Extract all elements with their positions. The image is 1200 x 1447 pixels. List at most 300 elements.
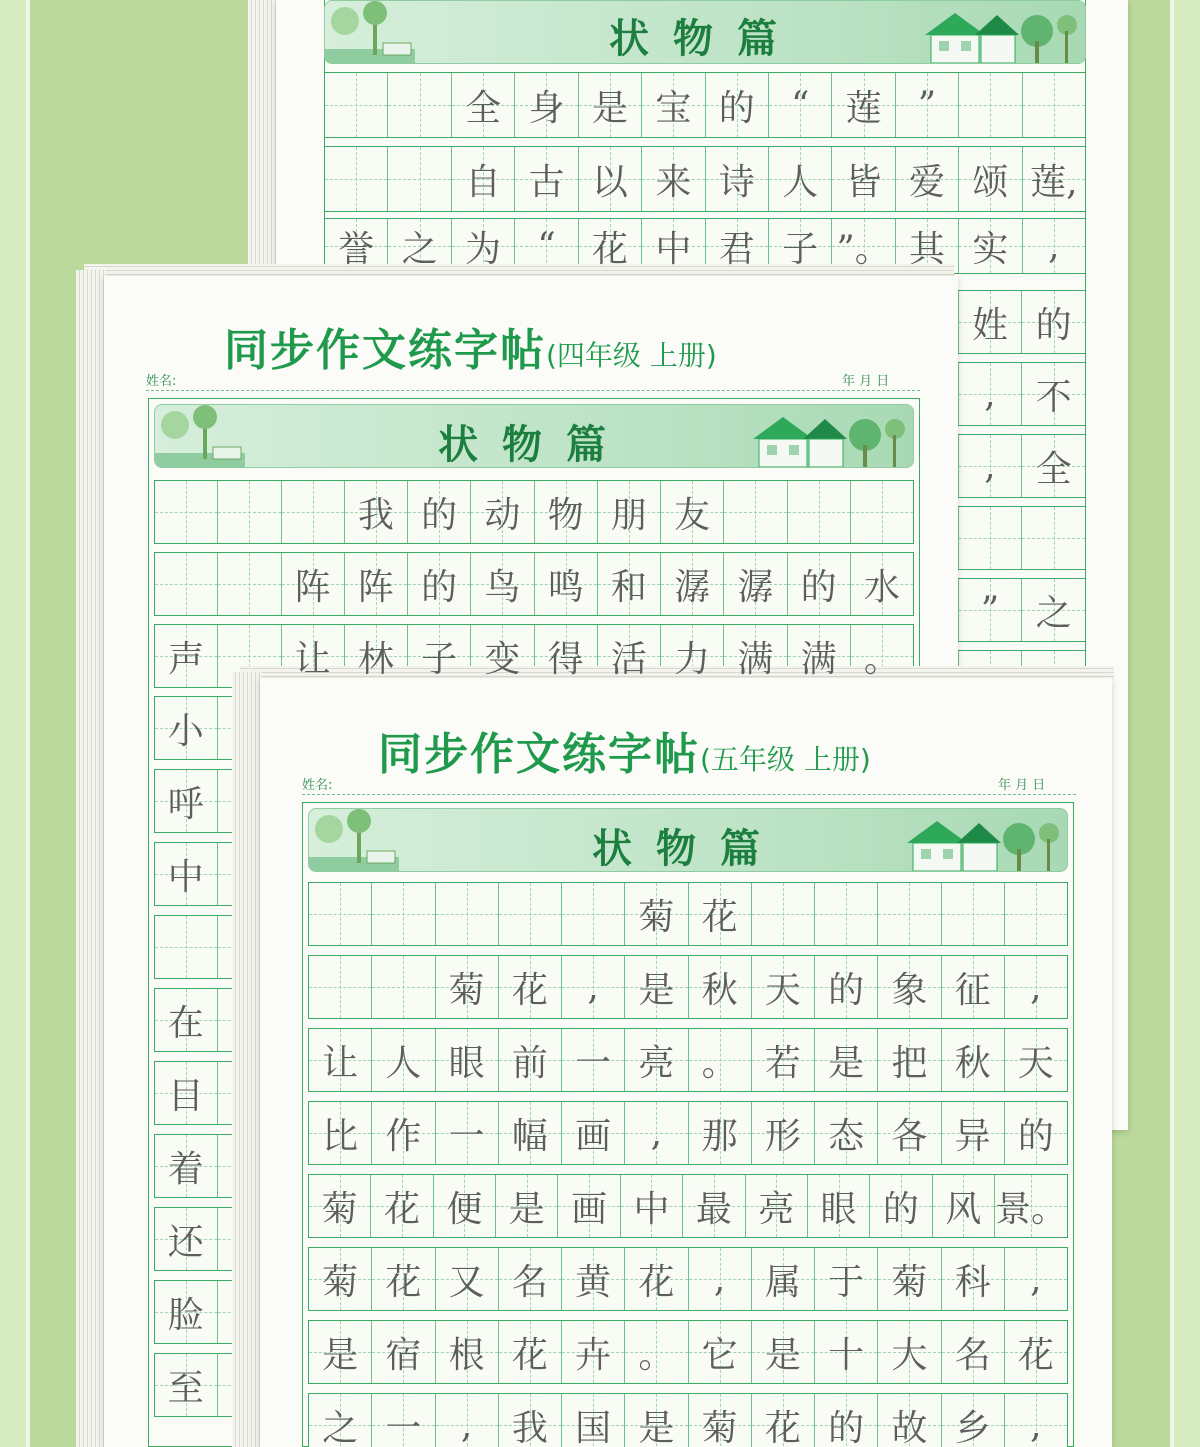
practice-cell: [995, 1175, 1067, 1237]
practice-cell: [562, 1394, 625, 1447]
practice-cell: [598, 481, 661, 543]
practice-character: 是: [508, 1188, 545, 1230]
practice-character: 花: [591, 228, 628, 270]
practice-cell: [1023, 147, 1085, 211]
practice-cell: [661, 553, 724, 615]
front-sheet-page-stack: [232, 672, 262, 1447]
practice-character: 花: [385, 1261, 422, 1303]
practice-cell: [309, 1248, 372, 1310]
practice-cell: [515, 73, 578, 137]
practice-character: “: [790, 84, 810, 126]
house-icon: [743, 405, 913, 468]
practice-cell: [372, 883, 435, 945]
practice-character: 变: [484, 638, 521, 680]
practice-character: 卉: [575, 1334, 612, 1376]
front-sheet-row: [308, 955, 1068, 1019]
practice-character: 来: [655, 161, 692, 203]
practice-cell: [155, 481, 218, 543]
practice-cell: [579, 147, 642, 211]
practice-character: 是: [322, 1334, 359, 1376]
practice-cell: [562, 956, 625, 1018]
practice-character: 花: [511, 969, 548, 1011]
practice-character: 君: [718, 228, 755, 270]
practice-cell: [1022, 435, 1085, 497]
practice-cell: [815, 1321, 878, 1383]
practice-character: 莲,: [1030, 161, 1078, 203]
front-sheet-row: [308, 1320, 1068, 1384]
practice-cell: [769, 73, 832, 137]
practice-cell: [942, 1394, 1005, 1447]
practice-cell: [1022, 363, 1085, 425]
practice-cell: [689, 1248, 752, 1310]
practice-character: 誉: [338, 228, 375, 270]
practice-character: 在: [167, 1002, 204, 1044]
practice-cell: [769, 147, 832, 211]
practice-cell: [388, 147, 451, 211]
practice-cell: [499, 1321, 562, 1383]
practice-cell: [325, 147, 388, 211]
practice-character: 的: [828, 1407, 865, 1447]
practice-cell: [408, 481, 471, 543]
practice-character: 宿: [385, 1334, 422, 1376]
practice-character: ,: [713, 1258, 726, 1300]
practice-cell: [625, 1029, 688, 1091]
practice-cell: [706, 147, 769, 211]
practice-character: 潺: [674, 566, 711, 608]
practice-character: 林: [357, 638, 394, 680]
practice-character: 把: [891, 1042, 928, 1084]
practice-cell: [752, 1248, 815, 1310]
practice-cell: [345, 553, 408, 615]
practice-cell: [959, 579, 1023, 641]
practice-cell: [345, 481, 408, 543]
practice-cell: [959, 363, 1023, 425]
practice-character: 古: [528, 161, 565, 203]
practice-cell: [752, 956, 815, 1018]
practice-character: 菊: [701, 1407, 738, 1447]
practice-cell: [959, 291, 1023, 353]
background-left-border: [0, 0, 26, 1447]
practice-cell: [851, 481, 913, 543]
practice-cell: [499, 956, 562, 1018]
practice-character: 国: [575, 1407, 612, 1447]
practice-cell: [218, 481, 281, 543]
practice-character: 于: [828, 1261, 865, 1303]
practice-cell: [372, 1248, 435, 1310]
back-sheet-banner-title: 状物篇: [609, 15, 801, 62]
background-right-border: [1174, 0, 1200, 1447]
practice-cell: [309, 1175, 371, 1237]
practice-character: 力: [674, 638, 711, 680]
practice-cell: [870, 1175, 932, 1237]
practice-character: 是: [764, 1334, 801, 1376]
practice-cell: [436, 1394, 499, 1447]
practice-cell: [959, 507, 1023, 569]
practice-character: ”: [980, 589, 1000, 631]
practice-cell: [808, 1175, 870, 1237]
practice-character: 菊: [321, 1188, 358, 1230]
practice-character: 花: [384, 1188, 421, 1230]
back-sheet-page-stack: [248, 0, 278, 270]
practice-character: 象: [891, 969, 928, 1011]
background-left-stripe: [26, 0, 30, 1447]
front-sheet-title: [378, 718, 871, 782]
practice-cell: [661, 481, 724, 543]
practice-cell: [562, 1321, 625, 1383]
practice-character: 若: [764, 1042, 801, 1084]
practice-character: 故: [891, 1407, 928, 1447]
practice-cell: [788, 553, 851, 615]
practice-character: 天: [1017, 1042, 1054, 1084]
practice-character: 作: [385, 1115, 422, 1157]
practice-character: 阵: [294, 566, 331, 608]
background-right-stripe: [1170, 0, 1174, 1447]
practice-cell: [309, 1102, 372, 1164]
practice-cell: [1005, 1248, 1067, 1310]
practice-character: ,: [460, 1404, 473, 1446]
practice-character: 至: [167, 1367, 204, 1409]
practice-cell: [1005, 1029, 1067, 1091]
practice-cell: [155, 697, 218, 759]
practice-character: 潺: [737, 566, 774, 608]
practice-cell: [1005, 1321, 1067, 1383]
practice-cell: [434, 1175, 496, 1237]
practice-cell: [942, 1321, 1005, 1383]
house-icon: [915, 1, 1085, 64]
practice-cell: [752, 1321, 815, 1383]
practice-character: 不: [1035, 376, 1072, 418]
practice-character: 姓: [972, 304, 1009, 346]
practice-character: 让: [294, 638, 331, 680]
front-sheet-row: [308, 1393, 1068, 1447]
practice-cell: [436, 1029, 499, 1091]
practice-character: 满: [800, 638, 837, 680]
practice-cell: [471, 553, 534, 615]
practice-character: 幅: [511, 1115, 548, 1157]
practice-cell: [752, 1029, 815, 1091]
practice-character: 全: [1035, 448, 1072, 490]
practice-cell: [1022, 291, 1085, 353]
practice-character: 十: [828, 1334, 865, 1376]
front-sheet-date-label: 年 月 日: [998, 778, 1046, 793]
practice-character: 的: [828, 969, 865, 1011]
practice-character: 名: [954, 1334, 991, 1376]
practice-cell: [959, 435, 1023, 497]
practice-character: ”。: [836, 228, 891, 270]
practice-cell: [815, 1248, 878, 1310]
practice-cell: [683, 1175, 745, 1237]
practice-cell: [1022, 579, 1085, 641]
practice-character: 黄: [575, 1261, 612, 1303]
middle-sheet-page-stack: [76, 270, 106, 1447]
practice-cell: [155, 1135, 218, 1197]
practice-character: 中: [655, 228, 692, 270]
practice-cell: [878, 1321, 941, 1383]
practice-cell: [408, 553, 471, 615]
practice-character: ,: [984, 373, 996, 415]
practice-cell: [155, 770, 218, 832]
practice-character: 阵: [357, 566, 394, 608]
practice-character: 。: [701, 1042, 738, 1084]
practice-character: 便: [446, 1188, 483, 1230]
practice-cell: [942, 956, 1005, 1018]
practice-cell: [896, 73, 959, 137]
practice-character: 属: [764, 1261, 801, 1303]
practice-cell: [1023, 73, 1085, 137]
practice-cell: [499, 1248, 562, 1310]
practice-cell: [832, 73, 895, 137]
practice-cell: [1023, 219, 1085, 273]
practice-cell: [689, 956, 752, 1018]
practice-character: 鸟: [484, 566, 521, 608]
middle-sheet-title-text: 同步作文练字帖: [224, 325, 546, 376]
practice-cell: [689, 1321, 752, 1383]
practice-character: 得: [547, 638, 584, 680]
practice-character: 着: [167, 1148, 204, 1190]
practice-character: 的: [1017, 1115, 1054, 1157]
practice-cell: [642, 73, 705, 137]
practice-cell: [562, 1102, 625, 1164]
front-sheet: [260, 678, 1112, 1447]
practice-cell: [815, 1029, 878, 1091]
practice-character: 天: [764, 969, 801, 1011]
practice-character: 花: [701, 896, 738, 938]
practice-character: 花: [511, 1334, 548, 1376]
front-sheet-header-line: [302, 794, 1076, 795]
practice-cell: [815, 1102, 878, 1164]
practice-cell: [515, 147, 578, 211]
practice-character: 目: [167, 1075, 204, 1117]
practice-character: 花: [764, 1407, 801, 1447]
front-sheet-row: [308, 1174, 1068, 1238]
practice-cell: [155, 843, 218, 905]
practice-character: 友: [674, 494, 711, 536]
practice-cell: [625, 1394, 688, 1447]
practice-character: 小: [167, 710, 204, 752]
practice-cell: [959, 73, 1022, 137]
practice-character: 还: [167, 1221, 204, 1263]
practice-character: 莲: [845, 87, 882, 129]
practice-character: 的: [800, 566, 837, 608]
practice-character: 的: [421, 494, 458, 536]
practice-character: 大: [891, 1334, 928, 1376]
practice-cell: [155, 553, 218, 615]
practice-character: 物: [547, 494, 584, 536]
practice-cell: [625, 956, 688, 1018]
practice-cell: [499, 883, 562, 945]
practice-cell: [851, 553, 913, 615]
practice-cell: [832, 147, 895, 211]
middle-sheet-date-label: 年 月 日: [842, 374, 890, 389]
practice-character: 亮: [638, 1042, 675, 1084]
practice-cell: [436, 1102, 499, 1164]
practice-cell: [942, 1102, 1005, 1164]
practice-character: 之: [322, 1407, 359, 1447]
practice-cell: [625, 1102, 688, 1164]
practice-cell: [752, 1102, 815, 1164]
practice-cell: [689, 1029, 752, 1091]
practice-cell: [878, 883, 941, 945]
back-sheet-banner: [324, 0, 1086, 64]
practice-cell: [282, 481, 345, 543]
practice-character: ,: [1030, 1258, 1042, 1300]
practice-cell: [625, 1248, 688, 1310]
practice-character: ,: [587, 966, 599, 1008]
practice-cell: [496, 1175, 558, 1237]
practice-cell: [372, 1102, 435, 1164]
practice-cell: [815, 956, 878, 1018]
front-sheet-banner-title: 状物篇: [592, 825, 784, 872]
practice-cell: [959, 219, 1022, 273]
practice-character: 画: [571, 1188, 608, 1230]
practice-character: 的: [718, 87, 755, 129]
front-sheet-row: [308, 1101, 1068, 1165]
practice-character: 的: [1035, 304, 1072, 346]
practice-character: 全: [465, 87, 502, 129]
practice-character: 中: [633, 1188, 670, 1230]
practice-cell: [155, 625, 218, 687]
practice-character: 花: [1017, 1334, 1054, 1376]
practice-character: 是: [638, 1407, 675, 1447]
practice-character: 身: [528, 87, 565, 129]
practice-character: 那: [701, 1115, 738, 1157]
practice-cell: [598, 553, 661, 615]
practice-character: ,: [1030, 1404, 1042, 1446]
practice-cell: [499, 1102, 562, 1164]
practice-cell: [625, 1321, 688, 1383]
practice-character: 科: [954, 1261, 991, 1303]
practice-character: 之: [1035, 592, 1072, 634]
practice-cell: [689, 1394, 752, 1447]
practice-cell: [642, 147, 705, 211]
practice-cell: [562, 1029, 625, 1091]
practice-cell: [535, 481, 598, 543]
practice-cell: [436, 1321, 499, 1383]
practice-cell: [309, 1394, 372, 1447]
practice-cell: [625, 883, 688, 945]
practice-character: 眼: [820, 1188, 857, 1230]
practice-character: 景。: [994, 1188, 1067, 1230]
practice-cell: [942, 883, 1005, 945]
practice-cell: [372, 1321, 435, 1383]
practice-character: 是: [638, 969, 675, 1011]
practice-cell: [309, 1321, 372, 1383]
practice-cell: [724, 553, 787, 615]
practice-character: 脸: [167, 1294, 204, 1336]
practice-cell: [933, 1175, 995, 1237]
practice-cell: [452, 73, 515, 137]
front-sheet-name-label: 姓名:: [302, 778, 333, 793]
practice-cell: [155, 916, 218, 978]
practice-character: 呼: [167, 783, 204, 825]
front-sheet-banner: [308, 808, 1068, 872]
middle-sheet-name-label: 姓名:: [146, 374, 177, 389]
practice-character: 诗: [718, 161, 755, 203]
practice-cell: [959, 147, 1022, 211]
practice-cell: [155, 989, 218, 1051]
practice-character: ,: [650, 1112, 663, 1154]
practice-character: 一: [448, 1115, 485, 1157]
practice-cell: [752, 883, 815, 945]
practice-character: 态: [828, 1115, 865, 1157]
practice-character: 宝: [655, 87, 692, 129]
practice-character: 眼: [448, 1042, 485, 1084]
practice-character: 声: [168, 638, 205, 680]
practice-cell: [1005, 1394, 1067, 1447]
middle-sheet-row-2: [154, 552, 914, 616]
practice-cell: [436, 883, 499, 945]
practice-cell: [372, 1029, 435, 1091]
practice-character: 让: [322, 1042, 359, 1084]
practice-cell: [499, 1394, 562, 1447]
practice-character: 一: [575, 1042, 612, 1084]
practice-character: 秋: [701, 969, 738, 1011]
practice-cell: [562, 883, 625, 945]
practice-cell: [815, 1394, 878, 1447]
practice-cell: [558, 1175, 620, 1237]
practice-character: 为: [465, 228, 502, 270]
practice-character: 皆: [845, 161, 882, 203]
practice-cell: [724, 481, 787, 543]
front-sheet-title-text: 同步作文练字帖: [378, 729, 700, 780]
front-sheet-grade: (五年级 上册): [700, 743, 871, 776]
practice-character: 自: [465, 161, 502, 203]
practice-cell: [621, 1175, 683, 1237]
practice-character: 以: [591, 161, 628, 203]
practice-character: 。: [638, 1334, 675, 1376]
practice-cell: [706, 73, 769, 137]
practice-character: 颂: [972, 161, 1009, 203]
practice-character: 花: [638, 1261, 675, 1303]
practice-character: 根: [448, 1334, 485, 1376]
practice-cell: [452, 147, 515, 211]
practice-character: 秋: [954, 1042, 991, 1084]
middle-sheet-banner: [154, 404, 914, 468]
practice-cell: [562, 1248, 625, 1310]
practice-cell: [878, 956, 941, 1018]
practice-cell: [155, 1208, 218, 1270]
practice-cell: [878, 1102, 941, 1164]
practice-cell: [309, 883, 372, 945]
practice-cell: [471, 481, 534, 543]
practice-character: 一: [385, 1407, 422, 1447]
practice-character: 各: [891, 1115, 928, 1157]
practice-character: 画: [575, 1115, 612, 1157]
back-sheet-row-1: [324, 72, 1086, 138]
practice-character: 又: [448, 1261, 485, 1303]
middle-sheet-row-1: [154, 480, 914, 544]
practice-cell: [372, 1394, 435, 1447]
middle-sheet-title: [224, 314, 717, 378]
practice-character: 菊: [638, 896, 675, 938]
practice-character: 最: [695, 1188, 732, 1230]
practice-cell: [788, 481, 851, 543]
practice-character: 满: [737, 638, 774, 680]
practice-cell: [1005, 1102, 1067, 1164]
practice-character: 活: [610, 638, 647, 680]
practice-character: 乡: [954, 1407, 991, 1447]
practice-cell: [1005, 956, 1067, 1018]
practice-character: 其: [909, 228, 946, 270]
practice-cell: [1022, 507, 1085, 569]
practice-character: 和: [610, 566, 647, 608]
practice-cell: [155, 1062, 218, 1124]
practice-character: 爱: [909, 161, 946, 203]
practice-character: 我: [511, 1407, 548, 1447]
practice-character: 风: [945, 1188, 982, 1230]
practice-character: 人: [782, 161, 819, 203]
practice-character: 菊: [891, 1261, 928, 1303]
